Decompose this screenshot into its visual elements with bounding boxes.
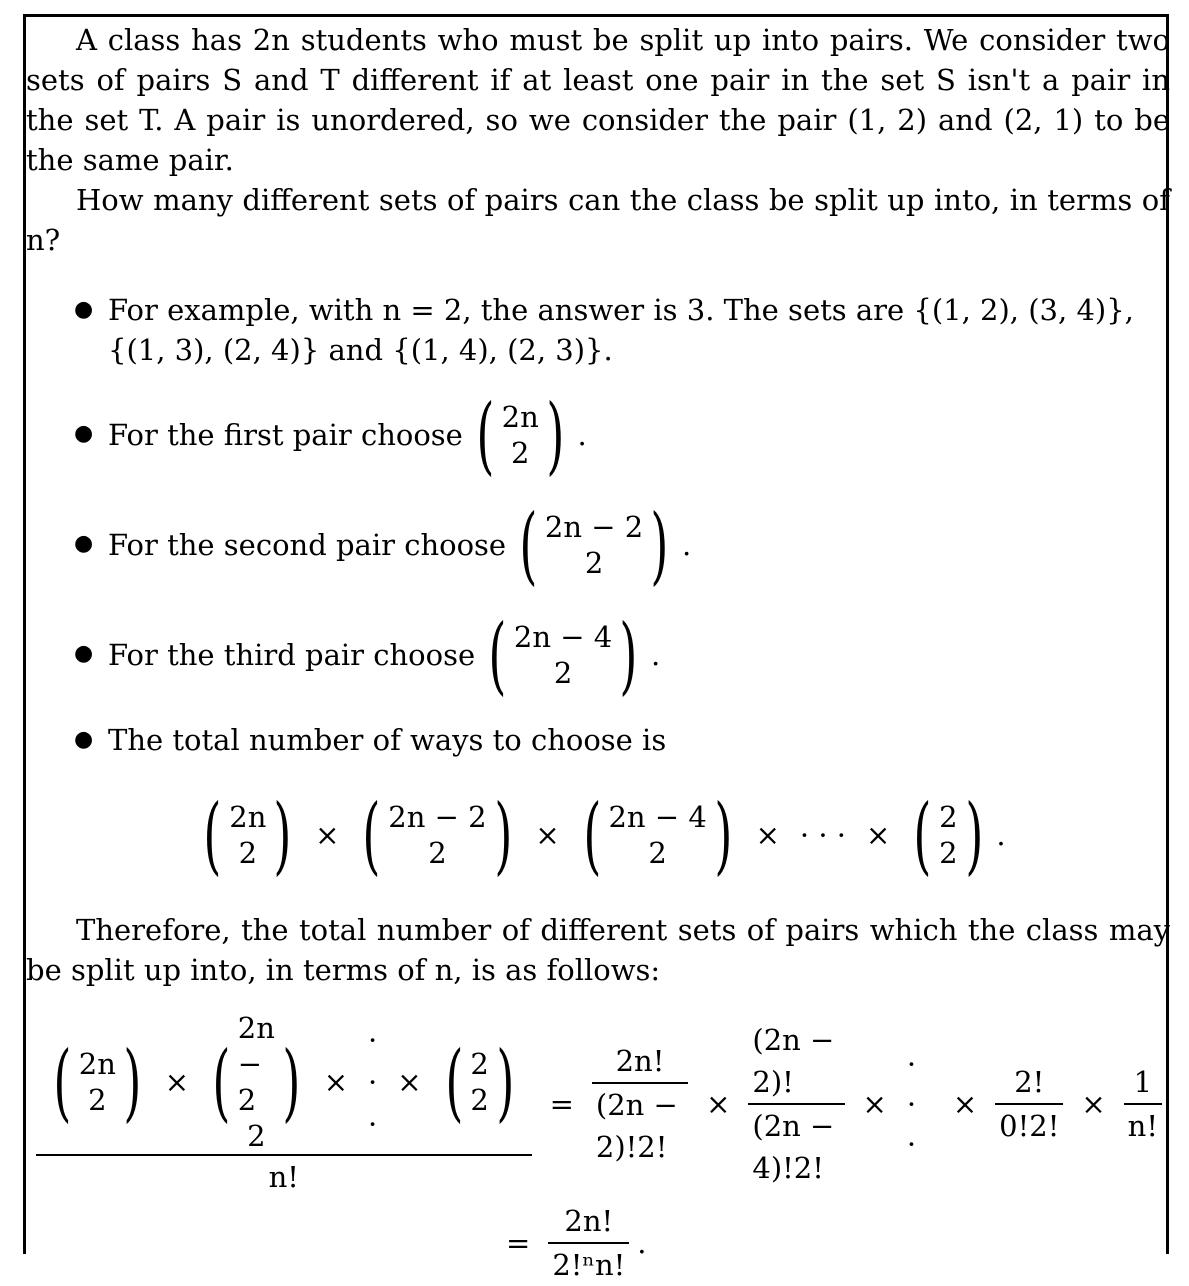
bullet-total: ● The total number of ways to choose is (26, 720, 1170, 760)
bullet-first-pair: ● For the first pair choose ( 2n 2 ) . (74, 386, 587, 484)
bullet-list (26, 290, 1170, 760)
bullet-dot-icon: ● (74, 531, 94, 556)
conclusion-paragraph: Therefore, the total number of different sets of pairs which the class may be split up into, in terms of n, is as follows: (26, 913, 1170, 987)
problem-question: How many different sets of pairs can the class be split up into, in terms of n? (26, 183, 1170, 257)
bullet-dot-icon: ● (74, 297, 94, 322)
binomial: ( 2n − 4 2 ) (488, 606, 638, 704)
bullet-example: ● For example, with n = 2, the answer is 3. The sets are {(1, 2), (3, 4)}, {(1, 3), (2, 4)} and {(1, 4), (2, 3)}. (26, 290, 1170, 370)
document-body (26, 20, 1170, 1286)
binomial: ( 2n − 2 2 ) (519, 496, 669, 594)
problem-paragraph: A class has 2n students who must be split up into pairs. We consider two sets of pairs S and T different if at least one pair in the set S isn't a pair in the set T. A pair is unordered, so we consider the pair (1, 2) and (2, 1) to be the same pair. (26, 23, 1170, 177)
bullet-third-pair: ● For the third pair choose ( 2n − 4 2 ) . (74, 606, 661, 704)
bullet-dot-icon: ● (74, 727, 94, 752)
binomial: ( 2n 2 ) (476, 386, 565, 484)
final-derivation: ( 2n 2 ) × ( 2n − 2 2 ) × · · · × ( 2 2 ) n! = $\frac{2n!}{(2n - 2)!2!}$ × $\frac{(2n - 2)!}{(2n - 4)!2!}$ × · · · × $\frac{2!}{0!2!}$ × $\frac{1}{n!}$ = $\frac{2n!}{\text{2!ⁿn!}}$ . (26, 1010, 1170, 1286)
bullet-second-pair: ● For the second pair choose ( 2n − 2 2 ) . (74, 496, 692, 594)
bullet-dot-icon: ● (74, 421, 94, 446)
product-formula: ( 2n 2 ) × ( 2n − 2 2 ) × ( 2n − 4 2 ) × · · · × ( 2 2 ) . (203, 786, 1006, 884)
bullet-dot-icon: ● (74, 641, 94, 666)
